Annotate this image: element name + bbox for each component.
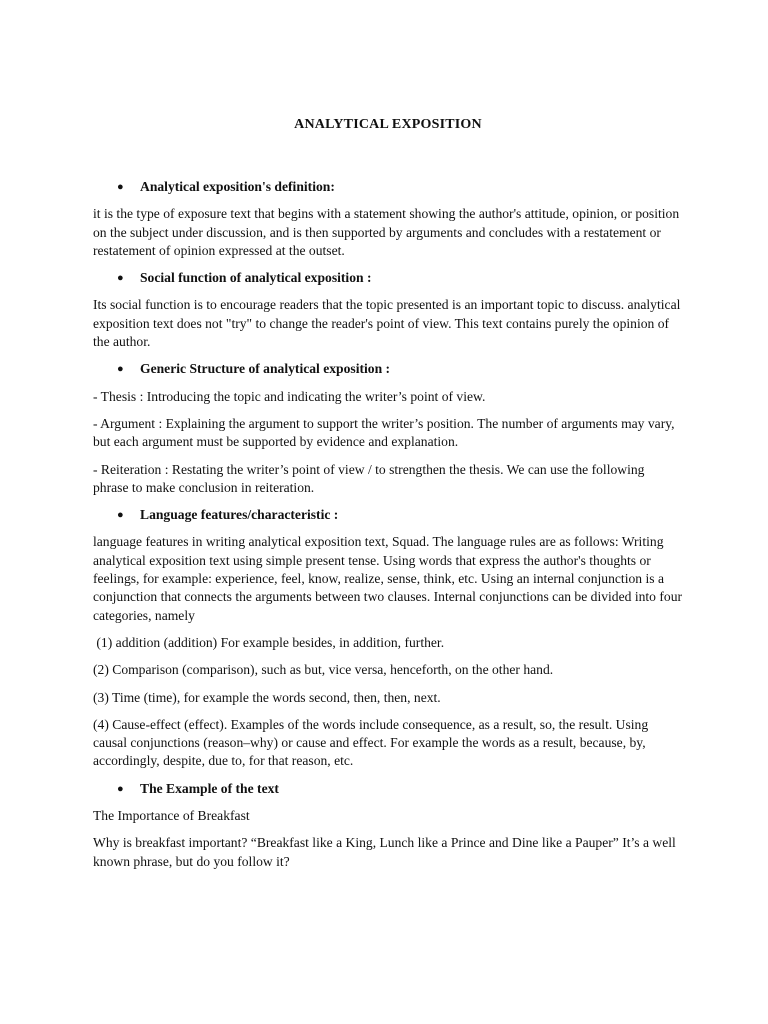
conjunction-time: (3) Time (time), for example the words second, then, then, next.	[93, 689, 441, 705]
reiteration-paragraph: - Reiteration : Restating the writer’s point of view / to strengthen the thesis. We can use the following phrase to make conclusion in reiteration.	[93, 461, 645, 495]
document-page	[93, 110, 683, 871]
heading-social-function	[93, 269, 683, 287]
heading-example	[93, 780, 683, 798]
heading-social-function-text: Social function of analytical exposition :	[140, 270, 372, 286]
document-title: ANALYTICAL EXPOSITION	[294, 117, 482, 132]
conjunction-cause-effect: (4) Cause-effect (effect). Examples of the words include consequence, as a result, so, the result. Using causal conjunctions (reason–why) or cause and effect. For example the words as a result, because, by, accordingly, despite, due to, for that reason, etc.	[93, 716, 649, 769]
bullet-icon: ●	[117, 782, 124, 795]
heading-generic-structure	[93, 360, 683, 378]
heading-example-text: The Example of the text	[140, 780, 279, 796]
heading-definition-text: Analytical exposition's definition:	[140, 179, 335, 194]
example-paragraph: Why is breakfast important? “Breakfast like a King, Lunch like a Prince and Dine like a Pauper” It’s a well known phrase, but do you follow it?	[93, 835, 676, 869]
heading-language-features-text: Language features/characteristic :	[140, 507, 339, 523]
conjunction-comparison: (2) Comparison (comparison), such as but, vice versa, henceforth, on the other hand.	[93, 662, 554, 678]
language-features-paragraph: language features in writing analytical exposition text, Squad. The language rules are as follows: Writing analytical exposition text using simple present tense. Using words that express the author's thoughts or feelings, for example: experience, feel, know, realize, sense, think, etc. Using an internal conjunction is a conjunction that connects the arguments between two clauses. Internal conjunctions can be divided into four categories, namely	[93, 534, 683, 623]
thesis-paragraph: - Thesis : Introducing the topic and indicating the writer’s point of view.	[93, 388, 486, 404]
example-title: The Importance of Breakfast	[93, 808, 250, 824]
bullet-icon: ●	[117, 363, 124, 376]
bullet-icon: ●	[117, 181, 124, 193]
heading-definition	[93, 178, 683, 196]
social-function-paragraph: Its social function is to encourage readers that the topic presented is an important topic to discuss. analytical exposition text does not "try" to change the reader's point of view. This text contains purely the opinion of the author.	[93, 297, 681, 350]
argument-paragraph: - Argument : Explaining the argument to support the writer’s position. The number of arguments may vary, but each argument must be supported by evidence and explanation.	[93, 415, 675, 450]
heading-language-features	[93, 506, 683, 524]
heading-generic-structure-text: Generic Structure of analytical exposition :	[140, 361, 391, 377]
bullet-icon: ●	[117, 509, 124, 522]
bullet-icon: ●	[117, 272, 124, 285]
definition-paragraph: it is the type of exposure text that begins with a statement showing the author's attitude, opinion, or position on the subject under discussion, and is then supported by arguments and concludes with a restatement or restatement of opinion expressed at the outset.	[93, 206, 680, 258]
conjunction-addition: (1) addition (addition) For example besides, in addition, further.	[93, 634, 445, 650]
